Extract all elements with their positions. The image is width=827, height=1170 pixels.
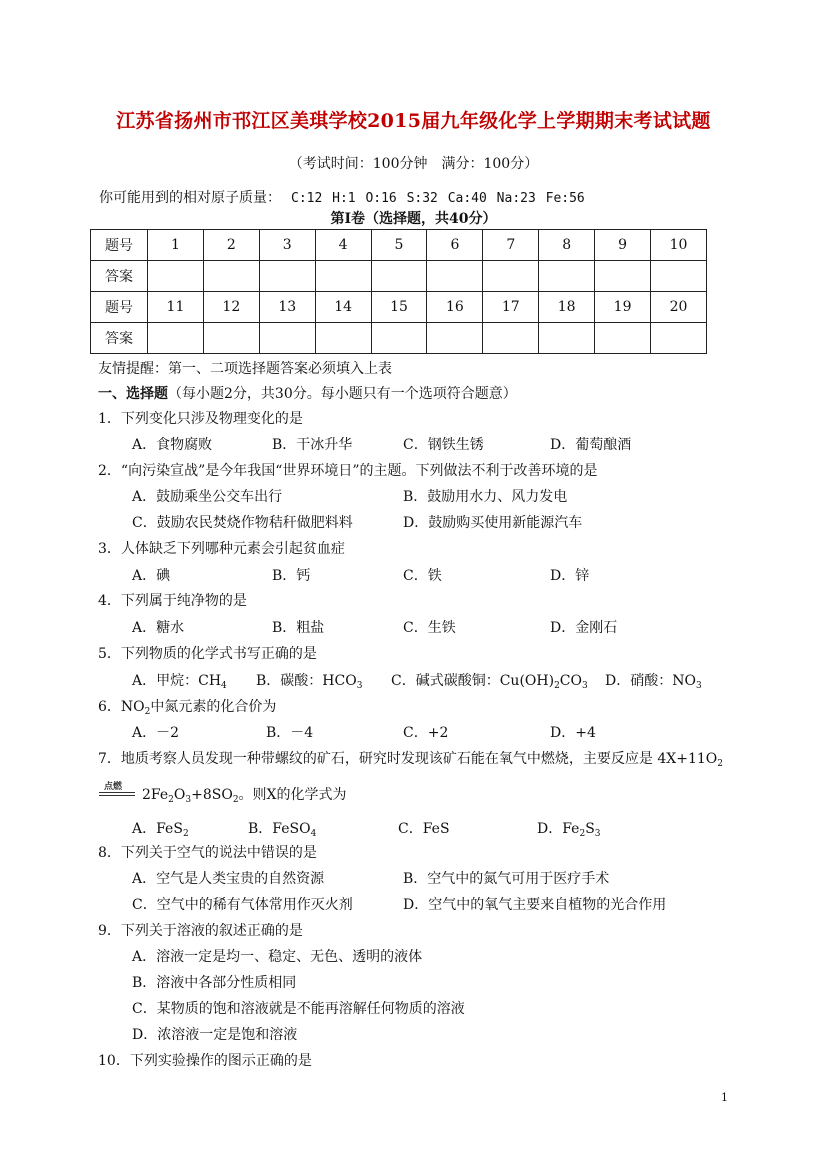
- table-cell-number: 13: [259, 292, 315, 323]
- equals-bar: [99, 792, 135, 793]
- answer-cell[interactable]: [483, 323, 539, 354]
- question-9-option-d[interactable]: D．浓溶液一定是饱和溶液: [132, 1027, 298, 1043]
- question-2-option-d[interactable]: D．鼓励购买使用新能源汽车: [403, 515, 583, 531]
- table-cell-number: 14: [315, 292, 371, 323]
- question-8-option-a[interactable]: A．空气是人类宝贵的自然资源: [132, 871, 325, 887]
- answer-cell[interactable]: [259, 261, 315, 292]
- subscript: 4: [221, 681, 227, 691]
- question-7-option-a[interactable]: [132, 818, 189, 838]
- question-3-option-a[interactable]: A．碘: [132, 568, 171, 584]
- question-1-option-b[interactable]: B．干冰升华: [272, 437, 353, 453]
- answer-cell[interactable]: [259, 323, 315, 354]
- row-label-number: 题号: [91, 292, 148, 323]
- table-cell-number: 16: [427, 292, 483, 323]
- question-5-option-b[interactable]: [256, 670, 362, 690]
- answer-cell[interactable]: [148, 323, 204, 354]
- answer-cell[interactable]: [203, 323, 259, 354]
- question-4-option-c[interactable]: C．生铁: [403, 620, 456, 636]
- answer-cell[interactable]: [427, 261, 483, 292]
- subscript: 4: [310, 829, 317, 839]
- question-3-option-b[interactable]: B．钙: [272, 568, 311, 584]
- question-5-option-a[interactable]: [132, 670, 227, 690]
- question-4-option-b[interactable]: B．粗盐: [272, 620, 325, 636]
- reminder-text: 友情提醒：第一、二项选择题答案必须填入上表: [98, 361, 392, 377]
- question-3-option-c[interactable]: C．铁: [403, 568, 442, 584]
- formula-text: C．碱式碳酸铜：Cu(OH): [391, 673, 555, 689]
- section-heading: 第Ⅰ卷（选择题，共40分）: [330, 211, 497, 227]
- question-4-option-a[interactable]: A．糖水: [132, 620, 185, 636]
- exam-title: 江苏省扬州市邗江区美琪学校2015届九年级化学上学期期末考试试题: [116, 110, 711, 132]
- question-7-stem: [98, 748, 723, 768]
- table-cell-number: 7: [483, 230, 539, 261]
- subscript: 3: [695, 681, 702, 691]
- table-cell-number: 12: [203, 292, 259, 323]
- question-9-option-b[interactable]: B．溶液中各部分性质相同: [132, 975, 297, 991]
- answer-cell[interactable]: [539, 261, 595, 292]
- answer-cell[interactable]: [483, 261, 539, 292]
- part1-heading-rest: （每小题2分，共30分。每小题只有一个选项符合题意）: [168, 386, 517, 402]
- question-4-option-d[interactable]: D．金刚石: [550, 620, 618, 636]
- formula-text: O: [173, 787, 186, 803]
- table-row: [91, 323, 707, 354]
- question-8-option-c[interactable]: C．空气中的稀有气体常用作灭火剂: [132, 897, 353, 913]
- table-cell-number: 6: [427, 230, 483, 261]
- part1-heading: [98, 383, 517, 403]
- formula-text: D．硝酸：NO: [605, 673, 696, 689]
- question-9-option-c[interactable]: C．某物质的饱和溶液就是不能再溶解任何物质的溶液: [132, 1001, 465, 1017]
- question-4-stem: 4．下列属于纯净物的是: [98, 593, 247, 609]
- row-label-answer: 答案: [91, 323, 148, 354]
- formula-text: S: [585, 821, 595, 837]
- reaction-condition-arrow: [99, 779, 137, 797]
- question-2-option-c[interactable]: C．鼓励农民焚烧作物秸秆做肥料料: [132, 515, 353, 531]
- table-row: [91, 292, 707, 323]
- table-cell-number: 1: [148, 230, 204, 261]
- subscript: 2: [144, 707, 151, 717]
- question-2-stem: 2．“向污染宣战”是今年我国“世界环境日”的主题。下列做法不利于改善环境的是: [98, 463, 598, 479]
- row-label-number: 题号: [91, 230, 148, 261]
- table-cell-number: 15: [371, 292, 427, 323]
- question-5-option-d[interactable]: [605, 670, 702, 690]
- subscript: 3: [185, 795, 192, 805]
- answer-cell[interactable]: [427, 323, 483, 354]
- subscript: 2: [182, 829, 189, 839]
- question-3-stem: 3．人体缺乏下列哪种元素会引起贫血症: [98, 541, 345, 557]
- table-cell-number: 10: [651, 230, 707, 261]
- question-10-stem: 10．下列实验操作的图示正确的是: [98, 1053, 312, 1069]
- question-6-option-c[interactable]: C．+2: [403, 725, 449, 741]
- subscript: 3: [356, 681, 363, 691]
- table-row: [91, 230, 707, 261]
- formula-text: CO: [559, 673, 582, 689]
- question-1-stem: 1．下列变化只涉及物理变化的是: [98, 411, 303, 427]
- part1-heading-bold: 一、选择题: [98, 386, 168, 402]
- table-cell-number: 2: [203, 230, 259, 261]
- answer-cell[interactable]: [595, 261, 651, 292]
- question-6-option-a[interactable]: A．－2: [132, 725, 180, 741]
- answer-cell[interactable]: [203, 261, 259, 292]
- table-cell-number: 9: [595, 230, 651, 261]
- question-8-option-d[interactable]: D．空气中的氧气主要来自植物的光合作用: [403, 897, 667, 913]
- stem-text: 6．NO: [98, 699, 145, 715]
- formula-text: A．FeS: [132, 821, 183, 837]
- formula-text: B．碳酸：HCO: [256, 673, 357, 689]
- table-cell-number: 4: [315, 230, 371, 261]
- question-7-option-b[interactable]: [248, 818, 316, 838]
- table-row: [91, 261, 707, 292]
- formula-text: B．FeSO: [248, 821, 311, 837]
- question-1-option-c[interactable]: C．钢铁生锈: [403, 437, 484, 453]
- question-6-option-d[interactable]: D．+4: [550, 725, 596, 741]
- table-cell-number: 19: [595, 292, 651, 323]
- subscript: 2: [554, 681, 560, 691]
- equals-bar: [99, 795, 135, 796]
- answer-cell[interactable]: [148, 261, 204, 292]
- question-3-option-d[interactable]: D．锌: [550, 568, 590, 584]
- subscript: 2: [717, 759, 723, 769]
- table-cell-number: 18: [539, 292, 595, 323]
- formula-text: D．Fe: [537, 821, 580, 837]
- atomic-masses: [99, 187, 585, 207]
- page-number: 1: [721, 1091, 728, 1104]
- stem-text: 7．地质考察人员发现一种带螺纹的矿石，研究时发现该矿石能在氧气中燃烧，主要反应是 4X+11O: [98, 751, 718, 767]
- question-5-option-c[interactable]: [391, 670, 588, 690]
- exam-subtitle: （考试时间：100分钟 满分：100分）: [288, 156, 539, 172]
- table-cell-number: 17: [483, 292, 539, 323]
- question-1-option-a[interactable]: A．食物腐败: [132, 437, 213, 453]
- answer-cell[interactable]: [371, 323, 427, 354]
- row-label-answer: 答案: [91, 261, 148, 292]
- answer-cell[interactable]: [595, 323, 651, 354]
- question-7-equation: [142, 784, 347, 804]
- table-cell-number: 3: [259, 230, 315, 261]
- answer-cell[interactable]: [651, 323, 707, 354]
- table-cell-number: 11: [148, 292, 204, 323]
- answer-cell[interactable]: [539, 323, 595, 354]
- table-cell-number: 8: [539, 230, 595, 261]
- subscript: 2: [232, 795, 239, 805]
- answer-table: [90, 229, 707, 354]
- question-6-stem: [98, 696, 276, 716]
- question-7-option-d[interactable]: [537, 818, 601, 838]
- answer-cell[interactable]: [315, 261, 371, 292]
- answer-cell[interactable]: [651, 261, 707, 292]
- subscript: 3: [594, 829, 601, 839]
- question-6-option-b[interactable]: B．－4: [266, 725, 314, 741]
- atomic-masses-label: 你可能用到的相对原子质量：: [99, 190, 281, 206]
- formula-text: +8SO: [191, 787, 233, 803]
- stem-text: 中氮元素的化合价为: [150, 699, 277, 715]
- question-8-option-b[interactable]: B．空气中的氮气可用于医疗手术: [403, 871, 610, 887]
- question-1-option-d[interactable]: D．葡萄酿酒: [550, 437, 632, 453]
- answer-cell[interactable]: [371, 261, 427, 292]
- reaction-condition: 点燃: [104, 782, 123, 792]
- subscript: 2: [168, 795, 174, 805]
- question-8-stem: 8．下列关于空气的说法中错误的是: [98, 845, 317, 861]
- question-5-stem: 5．下列物质的化学式书写正确的是: [98, 646, 317, 662]
- table-cell-number: 20: [651, 292, 707, 323]
- question-7-option-c[interactable]: C．FeS: [398, 821, 450, 837]
- formula-text: A．甲烷：CH: [132, 673, 222, 689]
- answer-cell[interactable]: [315, 323, 371, 354]
- question-9-option-a[interactable]: A．溶液一定是均一、稳定、无色、透明的液体: [132, 949, 423, 965]
- subscript: 2: [579, 829, 586, 839]
- table-cell-number: 5: [371, 230, 427, 261]
- formula-text: 2Fe: [142, 787, 169, 803]
- question-2-option-b[interactable]: B．鼓励用水力、风力发电: [403, 489, 568, 505]
- question-2-option-a[interactable]: A．鼓励乘坐公交车出行: [132, 489, 283, 505]
- subscript: 3: [582, 681, 588, 691]
- stem-text: 。则X的化学式为: [238, 787, 347, 803]
- atomic-masses-values: C:12 H:1 O:16 S:32 Ca:40 Na:23 Fe:56: [291, 191, 585, 206]
- question-9-stem: 9．下列关于溶液的叙述正确的是: [98, 923, 303, 939]
